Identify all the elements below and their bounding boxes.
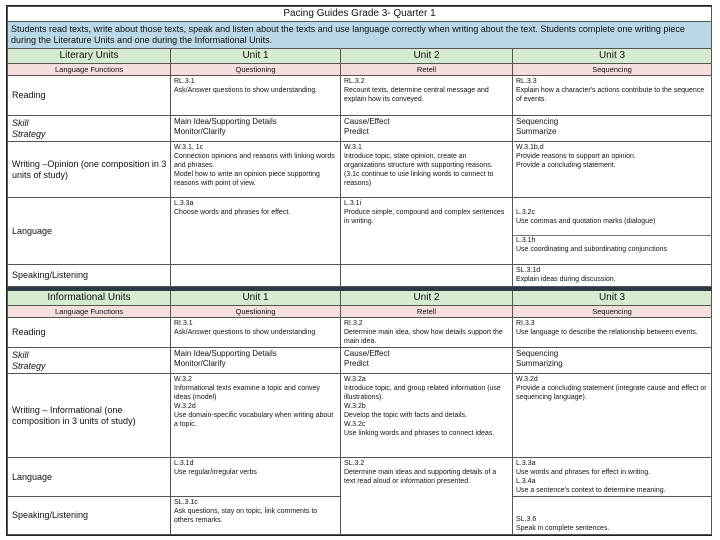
- row-label-writing-opinion: Writing –Opinion (one composition in 3 units of study): [8, 142, 171, 198]
- cell: W.3.1b,d Provide reasons to support an opinion. Provide a concluding statement.: [513, 142, 712, 198]
- cell: L.3.1d Use regular/irregular verbs: [171, 458, 341, 497]
- functions-label: Language Functions: [8, 64, 171, 76]
- cell-part: L.3.2c Use commas and quotation marks (dialogue): [516, 209, 656, 225]
- literary-unit3-heading: Unit 3: [513, 49, 712, 64]
- row-label-skill-strategy: Skill Strategy: [8, 116, 171, 142]
- cell: RI.3.1 Ask/Answer questions to show understanding: [171, 318, 341, 348]
- pacing-guide-table: [7, 6, 712, 535]
- literary-unit2-heading: Unit 2: [341, 49, 513, 64]
- row-label-skill-strategy: Skill Strategy: [8, 348, 171, 374]
- literary-speaking-row: [8, 265, 712, 287]
- literary-header-row: [8, 49, 712, 64]
- cell: L.3.1i Produce simple, compound and complex sentences in writing.: [341, 198, 513, 265]
- informational-units-heading: Informational Units: [8, 291, 171, 306]
- cell: SL.3.1d Explain ideas during discussion.: [513, 265, 712, 287]
- cell: W.3.1 Introduce topic, state opinion, create an organizations structure with supporting reasons. (3.1c continue to use linking words to connect to reasons): [341, 142, 513, 198]
- row-label-speaking-listening: Speaking/Listening: [8, 497, 171, 535]
- cell: RL.3.2 Recount texts, determine central message and explain how its conveyed.: [341, 76, 513, 116]
- cell: W.3.2 Informational texts examine a topic and convey ideas (model) W.3.2d Use domain-specific vocabulary when writing about a topic.: [171, 374, 341, 458]
- row-label-speaking-listening: Speaking/Listening: [8, 265, 171, 287]
- row-label-reading: Reading: [8, 76, 171, 116]
- row-label-reading: Reading: [8, 318, 171, 348]
- literary-units-heading: Literary Units: [8, 49, 171, 64]
- cell: Main Idea/Supporting Details Monitor/Clarify: [171, 348, 341, 374]
- cell: [513, 198, 712, 265]
- informational-reading-row: [8, 318, 712, 348]
- informational-unit1-heading: Unit 1: [171, 291, 341, 306]
- function-unit2: Retell: [341, 306, 513, 318]
- cell: W.3.2a Introduce topic, and group related information (use illustrations). W.3.2b Develop the topic with facts and details. W.3.2c Use linking words and phrases to connect ideas.: [341, 374, 513, 458]
- cell: Main Idea/Supporting Details Monitor/Clarify: [171, 116, 341, 142]
- informational-language-row: [8, 458, 712, 497]
- cell: [171, 265, 341, 287]
- function-unit3: Sequencing: [513, 306, 712, 318]
- cell: Sequencing Summarizing: [513, 348, 712, 374]
- literary-unit1-heading: Unit 1: [171, 49, 341, 64]
- functions-label: Language Functions: [8, 306, 171, 318]
- cell: L.3.3a Choose words and phrases for effect.: [171, 198, 341, 265]
- cell: RL.3.1 Ask/Answer questions to show understanding.: [171, 76, 341, 116]
- cell: RL.3.3 Explain how a character's actions contribute to the sequence of events.: [513, 76, 712, 116]
- function-unit3: Sequencing: [513, 64, 712, 76]
- cell: RI.3.3 Use language to describe the relationship between events.: [513, 318, 712, 348]
- literary-functions-row: [8, 64, 712, 76]
- cell: L.3.3a Use words and phrases for effect in writing. L.3.4a Use a sentence's context to determine meaning.: [513, 458, 712, 497]
- row-label-writing-informational: Writing – Informational (one composition in 3 units of study): [8, 374, 171, 458]
- row-label-language: Language: [8, 198, 171, 265]
- function-unit1: Questioning: [171, 306, 341, 318]
- page-title: Pacing Guides Grade 3- Quarter 1: [8, 7, 712, 22]
- informational-functions-row: [8, 306, 712, 318]
- cell: SL.3.1c Ask questions, stay on topic, link comments to others remarks.: [171, 497, 341, 535]
- cell-part: L.3.1h Use coordinating and subordinating conjunctions: [513, 235, 711, 254]
- cell: [341, 265, 513, 287]
- cell: SL.3.2 Determine main ideas and supporting details of a text read aloud or information presented.: [341, 458, 513, 535]
- literary-reading-row: [8, 76, 712, 116]
- informational-unit2-heading: Unit 2: [341, 291, 513, 306]
- cell: Cause/Effect Predict: [341, 116, 513, 142]
- function-unit1: Questioning: [171, 64, 341, 76]
- informational-writing-row: [8, 374, 712, 458]
- pacing-guide-sheet: [6, 5, 712, 536]
- cell: Sequencing Summarize: [513, 116, 712, 142]
- cell: W.3.2d Provide a concluding statement (integrate cause and effect or sequencing language).: [513, 374, 712, 458]
- cell: RI.3.2 Determine main idea, show how details support the main idea.: [341, 318, 513, 348]
- cell: SL.3.6 Speak in complete sentences.: [513, 497, 712, 535]
- intro-text: Students read texts, write about those texts, speak and listen about the texts and use language correctly when writing about the text. Students complete one writing piece during the Literature Units and one during the Informational Units.: [8, 22, 712, 49]
- informational-skill-row: [8, 348, 712, 374]
- literary-writing-row: [8, 142, 712, 198]
- informational-unit3-heading: Unit 3: [513, 291, 712, 306]
- function-unit2: Retell: [341, 64, 513, 76]
- cell: Cause/Effect Predict: [341, 348, 513, 374]
- cell: W.3.1, 1c Connection opinions and reasons with linking words and phrases. Model how to write an opinion piece supporting reasons with point of view.: [171, 142, 341, 198]
- literary-language-row: [8, 198, 712, 265]
- row-label-language: Language: [8, 458, 171, 497]
- informational-header-row: [8, 291, 712, 306]
- literary-skill-row: [8, 116, 712, 142]
